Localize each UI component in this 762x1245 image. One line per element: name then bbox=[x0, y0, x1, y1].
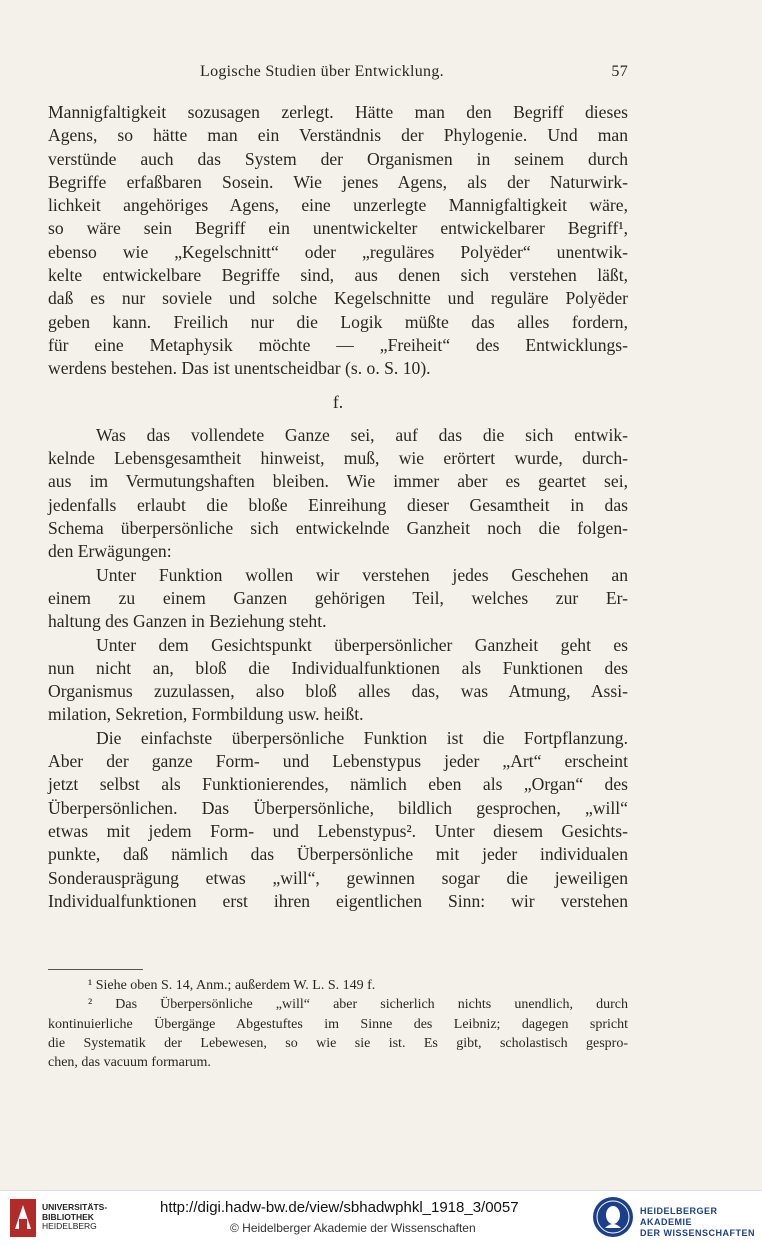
page-number: 57 bbox=[611, 63, 628, 80]
paragraph-2 bbox=[48, 424, 628, 564]
text-line: punkte, daß nämlich das Überpersönliche mit jeder individualen bbox=[48, 844, 628, 865]
text-line: aus im Vermutungshaften bleiben. Wie immer aber es geartet sei, bbox=[48, 471, 628, 492]
text-line: verstünde auch das System der Organismen in seinem durch bbox=[48, 148, 628, 169]
text-line: geben kann. Freilich nur die Logik müßte das alles fordern, bbox=[48, 311, 628, 332]
text-line: milation, Sekretion, Formbildung usw. heißt. bbox=[48, 704, 364, 725]
text-line: jetzt selbst als Funktionierendes, nämlich eben als „Organ“ des bbox=[48, 774, 628, 795]
footnote-1: ¹ Siehe oben S. 14, Anm.; außerdem W. L. S. 149 f. bbox=[88, 978, 376, 993]
paragraph-5 bbox=[48, 727, 628, 913]
text-line: Unter dem Gesichtspunkt überpersönlicher Ganzheit geht es bbox=[96, 634, 628, 655]
footnote-2-line: kontinuierliche Übergänge Abgestuftes im Sinne des Leibniz; dagegen spricht bbox=[48, 1016, 628, 1032]
text-line: Überpersönlichen. Das Überpersönliche, bildlich gesprochen, „will“ bbox=[48, 797, 628, 818]
text-line: werdens bestehen. Das ist unentscheidbar (s. o. S. 10). bbox=[48, 358, 431, 379]
text-line: einem zu einem Ganzen gehörigen Teil, welches zur Er- bbox=[48, 587, 628, 608]
text-line: Schema überpersönliche sich entwickelnde Ganzheit noch die folgen- bbox=[48, 518, 628, 539]
paragraph-3 bbox=[48, 564, 628, 634]
text-line: etwas mit jedem Form- und Lebenstypus². Unter diesem Gesichts- bbox=[48, 820, 628, 841]
paragraph-1 bbox=[48, 101, 628, 381]
text-line: daß es nur soviele und solche Kegelschnitte und reguläre Polyëder bbox=[48, 288, 628, 309]
text-line: haltung des Ganzen in Beziehung steht. bbox=[48, 611, 327, 632]
text-line: Aber der ganze Form- und Lebenstypus jeder „Art“ erscheint bbox=[48, 751, 628, 772]
paragraph-4 bbox=[48, 634, 628, 727]
university-library-name: UNIVERSITÄTS- BIBLIOTHEK HEIDELBERG bbox=[42, 1202, 108, 1231]
copyright-notice: © Heidelberger Akademie der Wissenschaften bbox=[230, 1221, 476, 1235]
text-line: Unter Funktion wollen wir verstehen jedes Geschehen an bbox=[96, 564, 628, 585]
body-text bbox=[48, 101, 628, 913]
text-line: Individualfunktionen erst ihren eigentlichen Sinn: wir verstehen bbox=[48, 890, 628, 911]
footnote-rule bbox=[48, 969, 143, 970]
academy-name: HEIDELBERGER AKADEMIE DER WISSENSCHAFTEN bbox=[640, 1206, 756, 1238]
text-line: ebenso wie „Kegelschnitt“ oder „reguläres Polyëder“ unentwik- bbox=[48, 241, 628, 262]
digitization-footer bbox=[0, 1190, 762, 1245]
footnote-2-line: die Systematik der Lebewesen, so wie sie ist. Es gibt, scholastisch gespro- bbox=[48, 1035, 628, 1051]
text-line: Organismus zuzulassen, also bloß alles das, was Atmung, Assi- bbox=[48, 681, 628, 702]
text-line: kelte entwickelbare Begriffe sind, aus denen sich verstehen läßt, bbox=[48, 265, 628, 286]
text-line: kelnde Lebensgesamtheit hinweist, muß, wie erörtert wurde, durch- bbox=[48, 448, 628, 469]
academy-seal-icon bbox=[592, 1196, 634, 1238]
text-line: Agens, so hätte man ein Verständnis der Phylogenie. Und man bbox=[48, 125, 628, 146]
running-head-title: Logische Studien über Entwicklung. bbox=[200, 63, 444, 80]
footnote-2-line: chen, das vacuum formarum. bbox=[48, 1055, 211, 1071]
text-line: Mannigfaltigkeit sozusagen zerlegt. Hätte man den Begriff dieses bbox=[48, 102, 628, 122]
university-library-logo-icon bbox=[10, 1199, 36, 1237]
text-line: den Erwägungen: bbox=[48, 541, 172, 562]
text-line: Begriffe erfaßbaren Sosein. Wie jenes Agens, als der Naturwirk- bbox=[48, 171, 628, 192]
footnote-2-line: ² Das Überpersönliche „will“ aber sicherlich nichts unendlich, durch bbox=[88, 997, 628, 1013]
text-line: Die einfachste überpersönliche Funktion ist die Fortpflanzung. bbox=[96, 727, 628, 748]
text-line: so wäre sein Begriff ein unentwickelter entwickelbarer Begriff¹, bbox=[48, 218, 628, 239]
text-line: nun nicht an, bloß die Individualfunktionen als Funktionen des bbox=[48, 657, 628, 678]
text-line: für eine Metaphysik möchte — „Freiheit“ des Entwicklungs- bbox=[48, 334, 628, 355]
footnotes bbox=[48, 976, 628, 1072]
text-line: Was das vollendete Ganze sei, auf das die sich entwik- bbox=[96, 424, 628, 445]
text-line: lichkeit angehöriges Agens, eine unzerlegte Mannigfaltigkeit wäre, bbox=[48, 195, 628, 216]
text-line: Sonderausprägung etwas „will“, gewinnen sogar die jeweiligen bbox=[48, 867, 628, 888]
section-mark: f. bbox=[332, 391, 344, 412]
text-line: jedenfalls erlaubt die bloße Einreihung dieser Gesamtheit in das bbox=[48, 494, 628, 515]
permalink-url[interactable]: http://digi.hadw-bw.de/view/sbhadwphkl_1918_3/0057 bbox=[160, 1199, 519, 1216]
